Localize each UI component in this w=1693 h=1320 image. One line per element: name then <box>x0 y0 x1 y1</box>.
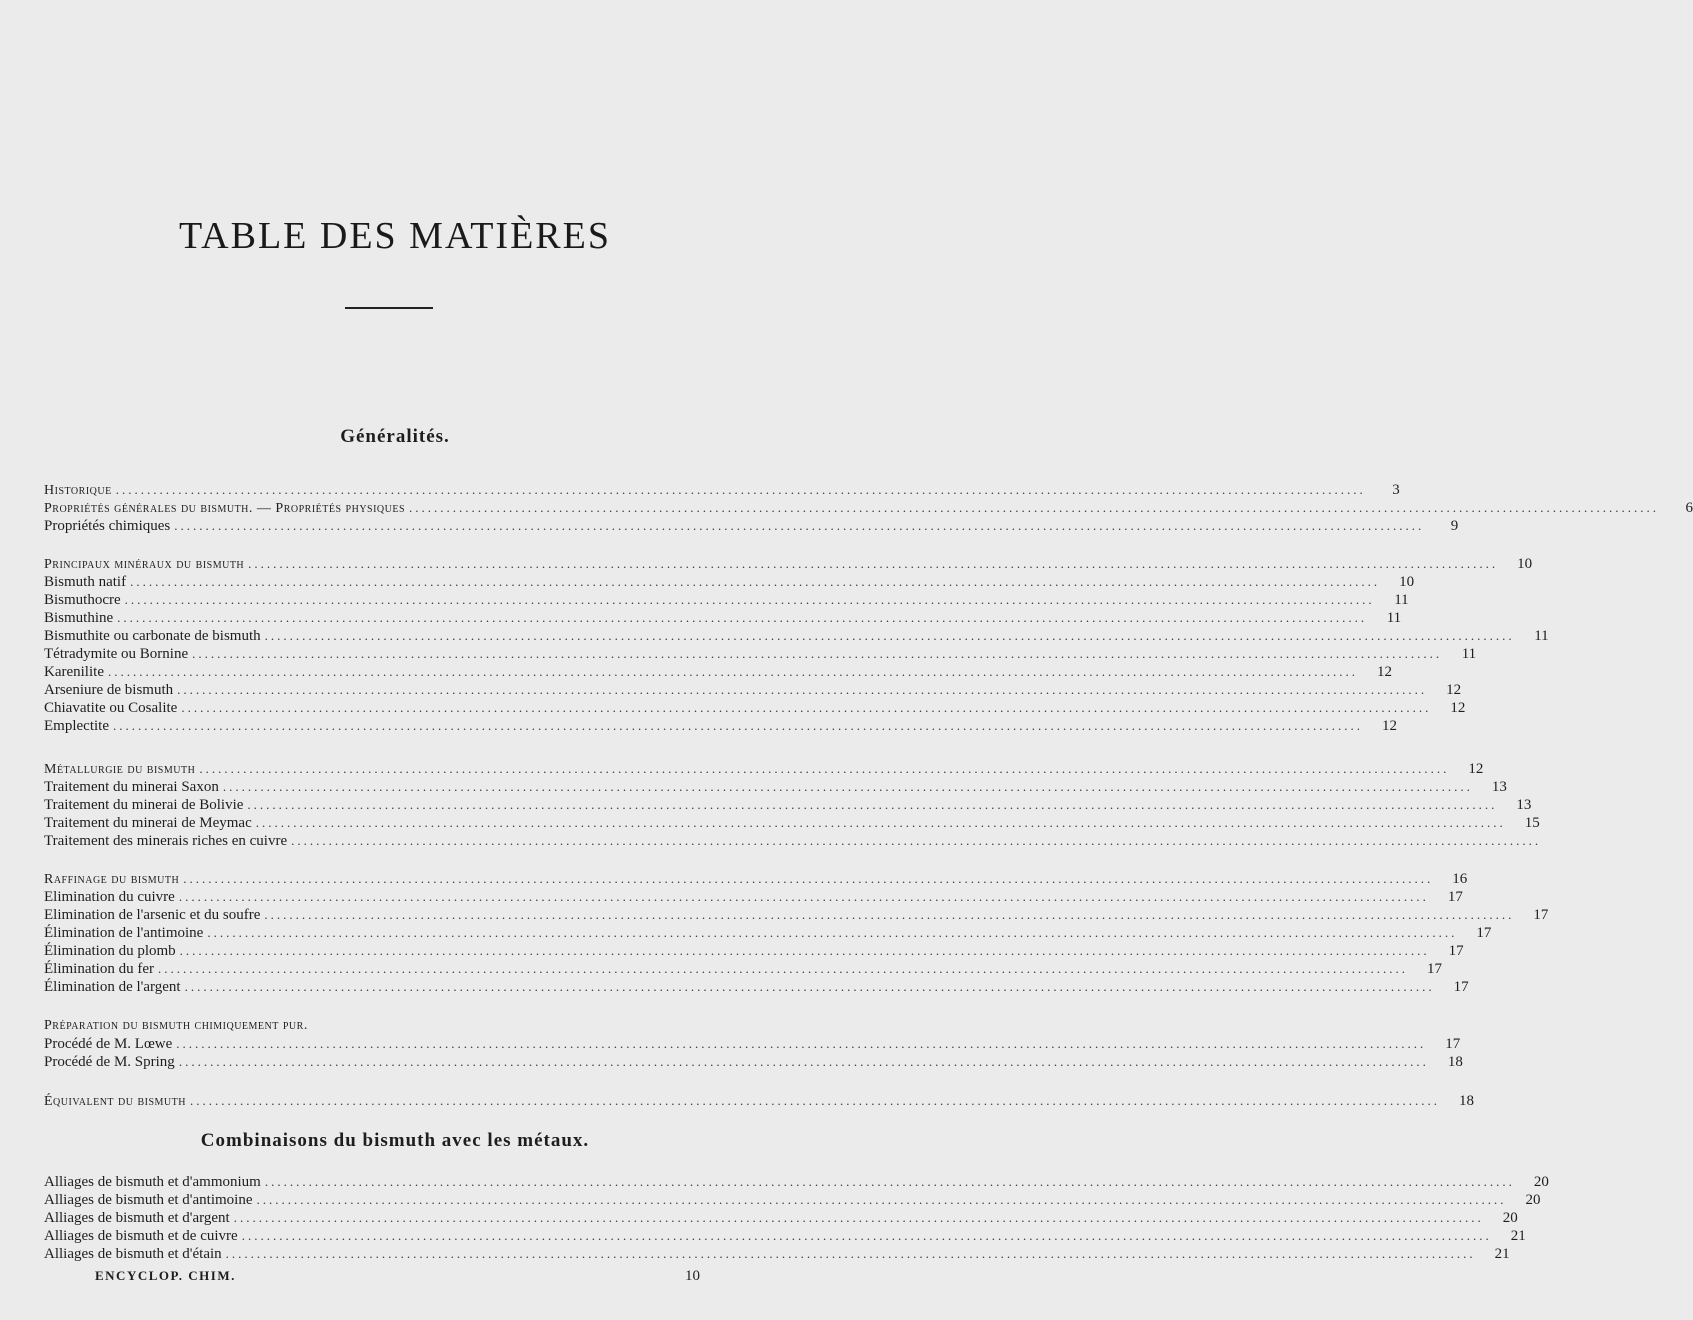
dot-leader: ........................................................................................................................................................................................................ <box>222 779 1473 794</box>
toc-entry-page: 17 <box>1533 907 1549 923</box>
toc-entry-page: 17 <box>1453 979 1469 995</box>
toc-entry-page: 20 <box>1525 1192 1541 1208</box>
toc-entry-label: Traitement du minerai de Bolivie <box>44 797 244 813</box>
toc-entry <box>44 517 1459 535</box>
toc-group-historique <box>44 481 1693 535</box>
toc-entry-page: 17 <box>1476 925 1492 941</box>
toc-entry-page: 3 <box>1392 482 1400 498</box>
dot-leader: ........................................................................................................................................................................................................ <box>199 761 1450 776</box>
dot-leader: ........................................................................................................................................................................................................ <box>192 646 1443 661</box>
toc-entry-page: 17 <box>1448 943 1464 959</box>
toc-entry-page: 11 <box>1534 628 1549 644</box>
dot-leader: ........................................................................................................................................................................................................ <box>179 943 1430 958</box>
dot-leader: ........................................................................................................................................................................................................ <box>184 979 1435 994</box>
toc-entry-page: 12 <box>1450 700 1466 716</box>
footer-source: ENCYCLOP. CHIM. <box>95 1268 236 1283</box>
toc-entry <box>44 906 1549 924</box>
toc-entry-label: Alliages de bismuth et de cuivre <box>44 1228 238 1244</box>
toc-entry-page: 17 <box>1447 889 1463 905</box>
dot-leader: ........................................................................................................................................................................................................ <box>117 610 1368 625</box>
toc-entry <box>44 796 1532 814</box>
toc-entry <box>44 573 1415 591</box>
toc-entry-label: Traitement du minerai de Meymac <box>44 815 252 831</box>
toc-entry-label: Bismuthine <box>44 610 114 626</box>
toc-entry-page: 10 <box>1399 574 1415 590</box>
toc-entry <box>44 717 1397 735</box>
toc-entry-label: Principaux minéraux du bismuth <box>44 557 245 572</box>
toc-entry <box>44 978 1469 996</box>
section-heading-combinaisons: Combinaisons du bismuth avec les métaux. <box>200 1130 590 1151</box>
toc-entry <box>44 663 1392 681</box>
toc-entry-page: 16 <box>1452 871 1468 887</box>
toc-group-alliages <box>44 1173 1549 1263</box>
toc-entry-label: Métallurgie du bismuth <box>44 762 196 777</box>
toc-entry-label: Karenilite <box>44 664 104 680</box>
dot-leader: ........................................................................................................................................................................................................ <box>157 961 1408 976</box>
toc-entry-label: Elimination de l'arsenic et du soufre <box>44 907 261 923</box>
toc-heading-entry <box>44 1017 740 1035</box>
toc-entry <box>44 960 1442 978</box>
toc-heading-entry <box>44 555 1533 573</box>
toc-entry <box>44 681 1462 699</box>
toc-entry-label: Emplectite <box>44 718 109 734</box>
toc-entry <box>44 888 1463 906</box>
toc-entry-label: Traitement du minerai Saxon <box>44 779 219 795</box>
toc-entry-page: 12 <box>1446 682 1462 698</box>
dot-leader: ........................................................................................................................................................................................................ <box>178 889 1429 904</box>
toc-entry-page: 15 <box>1524 815 1540 831</box>
toc-entry-page: 11 <box>1386 610 1402 626</box>
toc-entry-page: 17 <box>1426 961 1442 977</box>
toc-entry-page: 6 <box>1685 500 1693 516</box>
toc-entry-page: 17 <box>1445 1036 1461 1052</box>
toc-heading-entry <box>44 760 1484 778</box>
toc-entry <box>44 832 1542 850</box>
toc-group-preparation <box>44 1017 1463 1071</box>
dot-leader: ........................................................................................................................................................................................................ <box>264 907 1515 922</box>
toc-entry-label: Propriétés générales du bismuth. — Propriétés physiques <box>44 501 406 516</box>
toc-entry <box>44 1209 1518 1227</box>
dot-leader: ........................................................................................................................................................................................................ <box>181 700 1432 715</box>
toc-entry <box>44 924 1492 942</box>
toc-heading-entry <box>44 1092 1474 1110</box>
toc-entry <box>44 1053 1463 1071</box>
dot-leader: ........................................................................................................................................................................................................ <box>233 1210 1484 1225</box>
dot-leader: ........................................................................................................................................................................................................ <box>130 574 1381 589</box>
toc-entry-label: Bismuthite ou carbonate de bismuth <box>44 628 261 644</box>
toc-entry-label: Élimination du fer <box>44 961 154 977</box>
toc-entry-label: Bismuthocre <box>44 592 121 608</box>
toc-entry <box>44 591 1409 609</box>
toc-entry-label: Équivalent du bismuth <box>44 1094 186 1109</box>
toc-entry <box>44 1035 1461 1053</box>
dot-leader: ........................................................................................................................................................................................................ <box>248 556 1499 571</box>
toc-entry <box>44 627 1549 645</box>
toc-entry-label: Arseniure de bismuth <box>44 682 174 698</box>
toc-heading-entry <box>44 870 1468 888</box>
dot-leader: ........................................................................................................................................................................................................ <box>241 1228 1492 1243</box>
toc-entry-label: Élimination de l'antimoine <box>44 925 204 941</box>
dot-leader: ........................................................................................................................................................................................................ <box>177 682 1428 697</box>
toc-entry-page: 12 <box>1468 761 1484 777</box>
toc-group-metallurgie <box>44 760 1542 850</box>
toc-group-raffinage <box>44 870 1549 996</box>
toc-entry <box>44 609 1402 627</box>
toc-entry-page: 9 <box>1450 518 1459 534</box>
footer-page-number: 10 <box>685 1268 700 1284</box>
toc-entry <box>44 778 1507 796</box>
toc-entry <box>44 1173 1549 1191</box>
toc-entry-page: 12 <box>1376 664 1392 680</box>
toc-entry-label: Procédé de M. Lœwe <box>44 1036 173 1052</box>
dot-leader: ........................................................................................................................................................................................................ <box>178 1054 1429 1069</box>
toc-entry-page: 18 <box>1447 1054 1463 1070</box>
dot-leader: ........................................................................................................................................................................................................ <box>115 482 1366 497</box>
toc-entry-label: Raffinage du bismuth <box>44 872 180 887</box>
toc-entry-page: 13 <box>1491 779 1507 795</box>
toc-entry-label: Traitement des minerais riches en cuivre <box>44 833 288 849</box>
toc-entry-label: Élimination de l'argent <box>44 979 181 995</box>
toc-entry <box>44 942 1464 960</box>
toc-entry-page: 18 <box>1458 1093 1474 1109</box>
toc-entry-label: Propriétés chimiques <box>44 518 171 534</box>
toc-entry-label: Bismuth natif <box>44 574 127 590</box>
toc-entry-page: 21 <box>1510 1228 1526 1244</box>
toc-group-mineraux <box>44 555 1549 735</box>
toc-entry-page: 21 <box>1494 1246 1510 1262</box>
dot-leader: ........................................................................................................................................................................................................ <box>107 664 1358 679</box>
dot-leader: ........................................................................................................................................................................................................ <box>264 1174 1515 1189</box>
toc-entry-label: Tétradymite ou Bornine <box>44 646 189 662</box>
toc-entry-label: Elimination du cuivre <box>44 889 175 905</box>
dot-leader: ........................................................................................................................................................................................................ <box>291 833 1542 848</box>
toc-entry <box>44 645 1477 663</box>
page-title: TABLE DES MATIÈRES <box>179 215 611 257</box>
dot-leader: ........................................................................................................................................................................................................ <box>207 925 1458 940</box>
toc-entry <box>44 1191 1541 1209</box>
toc-entry-label: Alliages de bismuth et d'étain <box>44 1246 222 1262</box>
toc-entry-label: Élimination du plomb <box>44 943 176 959</box>
toc-entry-label: Préparation du bismuth chimiquement pur. <box>44 1018 308 1033</box>
toc-entry <box>44 814 1540 832</box>
page-footer <box>95 1268 700 1285</box>
dot-leader: ........................................................................................................................................................................................................ <box>124 592 1375 607</box>
toc-entry <box>44 1245 1510 1263</box>
dot-leader: ........................................................................................................................................................................................................ <box>247 797 1498 812</box>
dot-leader: ........................................................................................................................................................................................................ <box>225 1246 1476 1261</box>
dot-leader: ........................................................................................................................................................................................................ <box>112 718 1363 733</box>
toc-entry-page: 13 <box>1516 797 1532 813</box>
toc-heading-entry <box>44 481 1400 499</box>
dot-leader: ........................................................................................................................................................................................................ <box>264 628 1515 643</box>
section-heading-generalites: Généralités. <box>340 426 450 447</box>
toc-entry-page: 11 <box>1394 592 1409 608</box>
dot-leader: ........................................................................................................................................................................................................ <box>174 518 1425 533</box>
title-rule <box>345 307 433 309</box>
toc-heading-entry <box>44 499 1693 517</box>
toc-entry <box>44 699 1466 717</box>
toc-entry-page: 20 <box>1533 1174 1549 1190</box>
toc-group-equivalent <box>44 1092 1474 1110</box>
toc-entry-page: 12 <box>1381 718 1397 734</box>
dot-leader: ........................................................................................................................................................................................................ <box>256 1192 1507 1207</box>
dot-leader: ........................................................................................................................................................................................................ <box>255 815 1506 830</box>
toc-entry-label: Alliages de bismuth et d'antimoine <box>44 1192 253 1208</box>
dot-leader: ........................................................................................................................................................................................................ <box>176 1036 1427 1051</box>
toc-entry-label: Alliages de bismuth et d'ammonium <box>44 1174 261 1190</box>
toc-entry-label: Historique <box>44 483 112 498</box>
toc-entry <box>44 1227 1526 1245</box>
toc-entry-label: Chiavatite ou Cosalite <box>44 700 178 716</box>
toc-entry-label: Alliages de bismuth et d'argent <box>44 1210 230 1226</box>
dot-leader: ........................................................................................................................................................................................................ <box>409 500 1660 515</box>
dot-leader: ........................................................................................................................................................................................................ <box>183 871 1434 886</box>
toc-entry-page: 11 <box>1461 646 1477 662</box>
toc-entry-page: 20 <box>1502 1210 1518 1226</box>
toc-entry-page: 10 <box>1517 556 1533 572</box>
toc-entry-label: Procédé de M. Spring <box>44 1054 175 1070</box>
dot-leader: ........................................................................................................................................................................................................ <box>189 1093 1440 1108</box>
